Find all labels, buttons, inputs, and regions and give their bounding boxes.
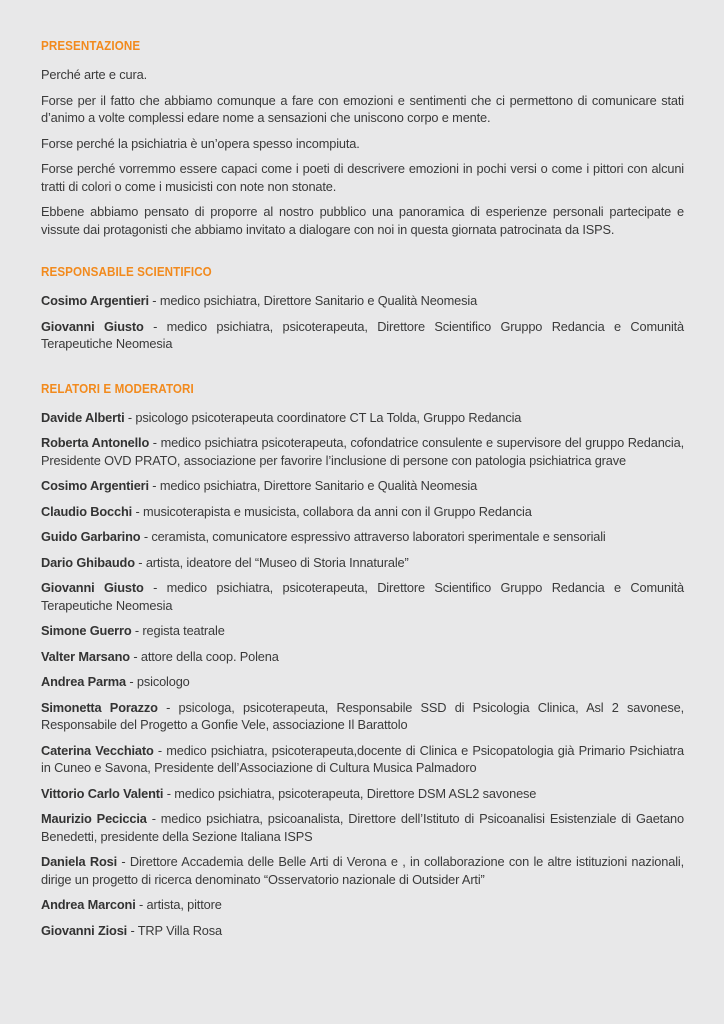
person-name: Guido Garbarino [41,529,141,544]
person-description: - medico psichiatra, psicoterapeuta, Direttore DSM ASL2 savonese [163,785,537,801]
person-name: Caterina Vecchiato [41,742,154,758]
person-name: Valter Marsano [41,648,130,664]
section-responsabile-scientifico [41,264,684,353]
person-name: Davide Alberti [41,409,125,425]
person-description: - Direttore Accademia delle Belle Arti di Verona e , in collaborazione con le altre istituzioni nazionali, dirige un progetto di ricerca denominato “Osservatorio nazionale di Outsider Arti” [41,854,684,887]
person-entry [41,622,684,640]
section-heading-relatori: RELATORI E MODERATORI [41,381,194,396]
person-entry [41,896,684,914]
person-entry [41,318,684,353]
person-name: Giovanni Ziosi [41,922,128,938]
person-entry [41,503,684,521]
paragraph: Perché arte e cura. [41,67,147,82]
paragraph: Forse perché la psichiatria è un’opera spesso incompiuta. [41,135,360,151]
person-name: Simone Guerro [41,623,132,638]
person-description: - artista, pittore [135,897,222,912]
person-name: Vittorio Carlo Valenti [41,785,164,801]
person-description: - psicologo psicoterapeuta coordinatore CT La Tolda, Gruppo Redancia [124,409,522,425]
person-name: Giovanni Giusto [41,580,144,595]
paragraph: Forse per il fatto che abbiamo comunque a fare con emozioni e sentimenti che ci permettono di comunicare stati d’animo a volte complessi edare nome a sensazioni che uniscono corpo e mente. [41,92,684,125]
person-description: - psicologo [125,674,190,689]
person-description: - medico psichiatra, Direttore Sanitario e Qualità Neomesia [148,293,478,308]
person-description: - medico psichiatra, Direttore Sanitario e Qualità Neomesia [148,478,478,493]
person-entry [41,922,684,940]
section-relatori-moderatori [41,381,684,940]
section-presentazione [41,38,684,238]
section-heading-responsabile: RESPONSABILE SCIENTIFICO [41,265,212,279]
person-description: - medico psichiatra, psicoterapeuta, Direttore Scientifico Gruppo Redancia e Comunità Terapeutiche Neomesia [41,318,685,351]
person-description: - medico psichiatra psicoterapeuta, cofondatrice consulente e supervisore del gruppo Redancia, Presidente OVD PRATO, associazione per favorire l’inclusione di persone con patologia psichiatrica grave [41,435,684,468]
person-entry [41,648,684,666]
person-name: Daniela Rosi [41,854,117,869]
person-name: Roberta Antonello [41,435,150,450]
person-name: Cosimo Argentieri [41,293,149,308]
person-description: - attore della coop. Polena [129,648,279,664]
person-description: - musicoterapista e musicista, collabora da anni con il Gruppo Redancia [132,503,532,519]
person-name: Claudio Bocchi [41,503,133,519]
person-description: - artista, ideatore del “Museo di Storia Innaturale” [134,554,409,570]
person-name: Maurizio Peciccia [41,811,147,826]
person-entry [41,579,684,614]
person-entry [41,528,684,546]
person-entry [41,409,684,427]
person-name: Cosimo Argentieri [41,478,149,493]
paragraph: Forse perché vorremmo essere capaci come i poeti di descrivere emozioni in pochi versi o come i pittori con alcuni tratti di colori o come i musicisti con note non stonate. [41,161,684,194]
person-description: - TRP Villa Rosa [127,922,222,938]
person-entry [41,477,684,495]
paragraph: Ebbene abbiamo pensato di proporre al nostro pubblico una panoramica di esperienze personali partecipate e vissute dai protagonisti che abbiamo invitato a dialogare con noi in questa giornata patrocinata da ISPS. [41,204,684,237]
person-name: Simonetta Porazzo [41,699,158,715]
person-entry [41,810,684,845]
person-description: - ceramista, comunicatore espressivo attraverso laboratori sperimentale e sensoriali [140,529,606,544]
person-description: - medico psichiatra, psicoanalista, Direttore dell’Istituto di Psicoanalisi Esistenziale di Gaetano Benedetti, presidente della Sezione Italiana ISPS [41,811,684,844]
person-name: Giovanni Giusto [41,318,144,334]
person-entry [41,554,684,572]
person-entry [41,785,684,803]
person-name: Andrea Parma [41,674,126,689]
person-entry [41,853,684,888]
section-heading-presentazione: PRESENTAZIONE [41,39,141,53]
person-name: Dario Ghibaudo [41,554,135,570]
person-description: - regista teatrale [131,623,225,638]
person-description: - medico psichiatra, psicoterapeuta, Direttore Scientifico Gruppo Redancia e Comunità Terapeutiche Neomesia [41,580,685,613]
person-entry [41,742,684,777]
person-description: - medico psichiatra, psicoterapeuta,docente di Clinica e Psicopatologia già Primario Psichiatra in Cuneo e Savona, Presidente dell’Associazione di Cultura Musica Palmadoro [41,742,684,775]
person-name: Andrea Marconi [41,897,136,912]
person-entry [41,292,684,310]
person-description: - psicologa, psicoterapeuta, Responsabile SSD di Psicologia Clinica, Asl 2 savonese, Responsabile del Progetto a Gonfie Vele, associazione Il Barattolo [41,699,684,732]
person-entry [41,673,684,691]
person-entry [41,699,684,734]
person-entry [41,434,684,469]
